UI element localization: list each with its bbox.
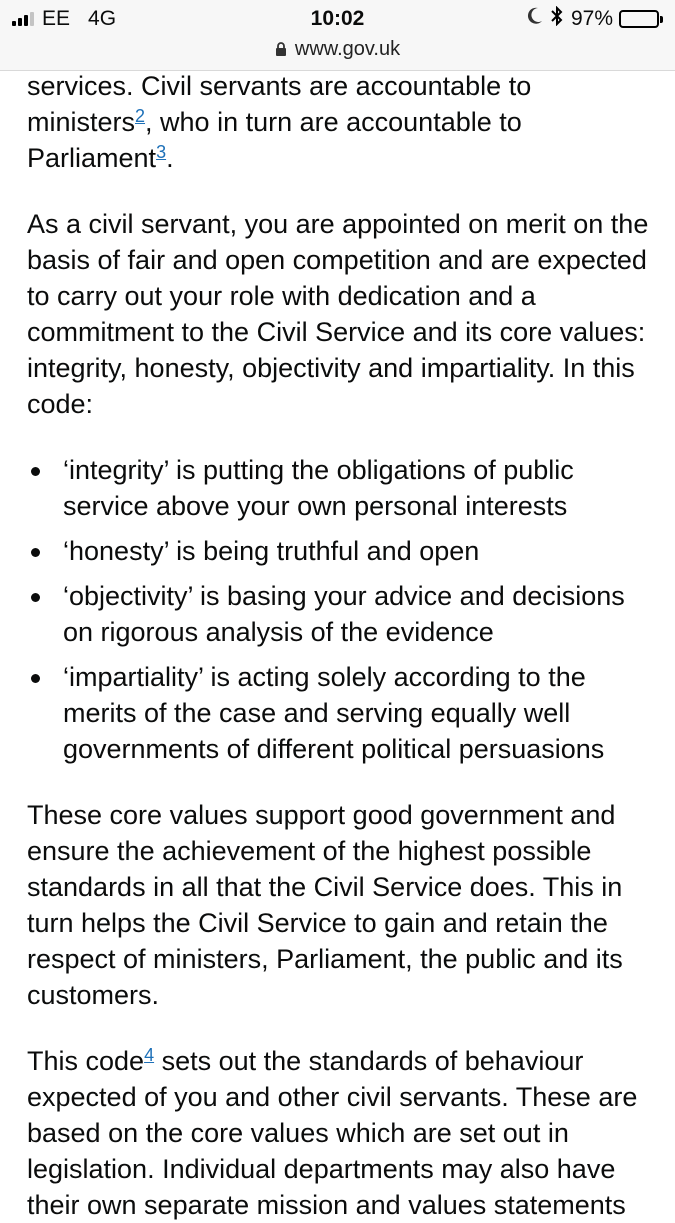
footnote-ref-2 [135, 106, 145, 126]
status-time: 10:02 [310, 7, 365, 30]
url-text: www.gov.uk [294, 37, 401, 60]
footnote-ref-3 [156, 142, 166, 162]
list-item-objectivity: ‘objectivity’ is basing your advice and decisions on rigorous analysis of the evidence [27, 578, 657, 650]
bluetooth-icon [551, 6, 563, 32]
footnote-link-2[interactable]: 2 [135, 106, 146, 126]
paragraph-appointment: As a civil servant, you are appointed on merit on the basis of fair and open competition and are expected to carry out your role with dedication and a commitment to the Civil Service and its core values: integrity, honesty, objectivity and impartiality. In this code: [27, 209, 649, 419]
status-bar [0, 0, 675, 71]
url-bar[interactable] [0, 36, 675, 62]
paragraph-code-standards: This code$^4$ sets out the standards of behaviour expected of you and other civil servants. These are based on the core values which are set out in legislation. Individual departments may also have their own separate mission and values statements [27, 1045, 638, 1220]
paragraph-core-values: These core values support good government and ensure the achievement of the highest possible standards in all that the Civil Service does. This in turn helps the Civil Service to gain and retain the respect of ministers, Parliament, the public and its customers. [27, 800, 623, 1010]
list-item-honesty: ‘honesty’ is being truthful and open [27, 533, 657, 569]
battery-icon [619, 10, 663, 28]
core-values-list [27, 452, 657, 767]
lock-icon [275, 42, 287, 57]
footnote-link-4[interactable]: 4 [144, 1045, 155, 1065]
paragraph-accountability: services. Civil servants are accountable to ministers$^2$, who in turn are accountable to Parliament$^3$. [27, 71, 532, 173]
footnote-link-3[interactable]: 3 [156, 142, 167, 162]
carrier-name: EE [42, 7, 71, 30]
footnote-ref-4 [144, 1045, 154, 1065]
list-item-impartiality: ‘impartiality’ is acting solely according to the merits of the case and serving equally well governments of different political persuasions [27, 659, 657, 767]
battery-percent: 97% [570, 7, 613, 30]
list-item-integrity: ‘integrity’ is putting the obligations of public service above your own personal interests [27, 452, 657, 524]
network-type: 4G [88, 7, 117, 30]
status-right [527, 8, 663, 30]
moon-icon [527, 7, 543, 31]
article-body [27, 68, 657, 1223]
